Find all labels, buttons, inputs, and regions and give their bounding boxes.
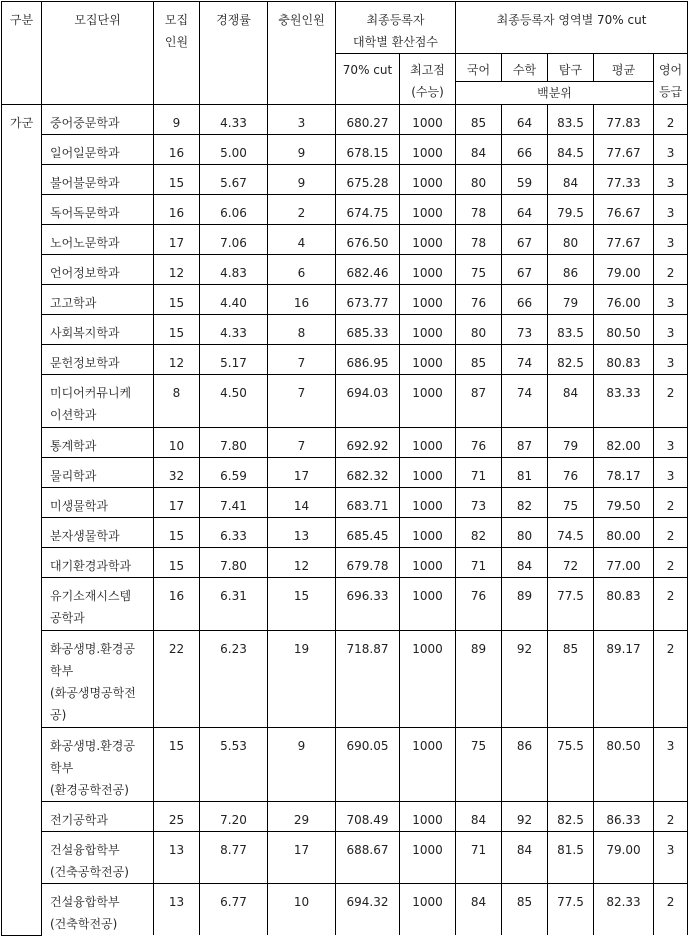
max-cell: 1000 (400, 802, 456, 832)
inquiry-cell: 75.5 (548, 728, 594, 802)
header-percentile: 백분위 (456, 82, 654, 105)
cut70-cell: 682.46 (336, 255, 400, 285)
table-row (2, 225, 688, 255)
table-row (2, 375, 688, 428)
competition-cell: 7.41 (200, 488, 268, 518)
cut70-cell: 686.95 (336, 345, 400, 375)
header-korean: 국어 (456, 54, 502, 82)
average-cell: 80.50 (594, 315, 654, 345)
inquiry-cell: 77.5 (548, 884, 594, 936)
table-row (2, 832, 688, 884)
inquiry-cell: 77.5 (548, 578, 594, 631)
extra-cell: 4 (268, 225, 336, 255)
unit-name: 일어일문학과 (42, 135, 154, 165)
korean-cell: 76 (456, 285, 502, 315)
quota-cell: 15 (154, 285, 200, 315)
english-cell: 2 (654, 255, 688, 285)
math-cell: 86 (502, 728, 548, 802)
math-cell: 67 (502, 225, 548, 255)
average-cell: 80.00 (594, 518, 654, 548)
math-cell: 82 (502, 488, 548, 518)
header-inquiry: 탐구 (548, 54, 594, 82)
inquiry-cell: 81.5 (548, 832, 594, 884)
quota-cell: 10 (154, 428, 200, 458)
table-row (2, 578, 688, 631)
header-category: 구분 (2, 2, 42, 105)
extra-cell: 2 (268, 195, 336, 225)
unit-name: 독어독문학과 (42, 195, 154, 225)
quota-cell: 8 (154, 375, 200, 428)
table-row (2, 345, 688, 375)
cut70-cell: 683.71 (336, 488, 400, 518)
math-cell: 59 (502, 165, 548, 195)
average-cell: 80.83 (594, 578, 654, 631)
english-cell: 3 (654, 165, 688, 195)
cut70-cell: 680.27 (336, 105, 400, 135)
max-cell: 1000 (400, 375, 456, 428)
unit-name: 노어노문학과 (42, 225, 154, 255)
table-row (2, 428, 688, 458)
header-quota: 모집 인원 (154, 2, 200, 105)
table-row (2, 135, 688, 165)
quota-cell: 15 (154, 548, 200, 578)
quota-cell: 15 (154, 165, 200, 195)
competition-cell: 6.33 (200, 518, 268, 548)
cut70-cell: 673.77 (336, 285, 400, 315)
average-cell: 83.33 (594, 375, 654, 428)
extra-cell: 13 (268, 518, 336, 548)
english-cell: 3 (654, 285, 688, 315)
math-cell: 66 (502, 135, 548, 165)
unit-name: 분자생물학과 (42, 518, 154, 548)
unit-name: 불어불문학과 (42, 165, 154, 195)
competition-cell: 4.83 (200, 255, 268, 285)
english-cell: 2 (654, 105, 688, 135)
extra-cell: 29 (268, 802, 336, 832)
extra-cell: 17 (268, 458, 336, 488)
math-cell: 92 (502, 631, 548, 728)
average-cell: 82.33 (594, 884, 654, 936)
average-cell: 76.67 (594, 195, 654, 225)
quota-cell: 15 (154, 518, 200, 548)
table-row (2, 255, 688, 285)
average-cell: 77.67 (594, 225, 654, 255)
table-row (2, 488, 688, 518)
unit-name: 고고학과 (42, 285, 154, 315)
extra-cell: 8 (268, 315, 336, 345)
english-cell: 3 (654, 832, 688, 884)
math-cell: 66 (502, 285, 548, 315)
extra-cell: 9 (268, 728, 336, 802)
table-row (2, 631, 688, 728)
table-body (2, 105, 688, 936)
average-cell: 89.17 (594, 631, 654, 728)
average-cell: 79.00 (594, 832, 654, 884)
quota-cell: 12 (154, 345, 200, 375)
english-cell: 3 (654, 458, 688, 488)
inquiry-cell: 84 (548, 375, 594, 428)
max-cell: 1000 (400, 165, 456, 195)
average-cell: 80.50 (594, 728, 654, 802)
inquiry-cell: 79.5 (548, 195, 594, 225)
korean-cell: 85 (456, 345, 502, 375)
max-cell: 1000 (400, 488, 456, 518)
competition-cell: 5.00 (200, 135, 268, 165)
english-cell: 2 (654, 488, 688, 518)
max-cell: 1000 (400, 315, 456, 345)
extra-cell: 10 (268, 884, 336, 936)
max-cell: 1000 (400, 285, 456, 315)
header-english: 영어 등급 (654, 54, 688, 105)
inquiry-cell: 79 (548, 428, 594, 458)
extra-cell: 12 (268, 548, 336, 578)
math-cell: 81 (502, 458, 548, 488)
max-cell: 1000 (400, 345, 456, 375)
unit-name: 사회복지학과 (42, 315, 154, 345)
header-extra: 충원인원 (268, 2, 336, 105)
inquiry-cell: 82.5 (548, 345, 594, 375)
english-cell: 3 (654, 225, 688, 255)
cut70-cell: 708.49 (336, 802, 400, 832)
english-cell: 2 (654, 802, 688, 832)
extra-cell: 17 (268, 832, 336, 884)
cut70-cell: 692.92 (336, 428, 400, 458)
extra-cell: 19 (268, 631, 336, 728)
math-cell: 85 (502, 884, 548, 936)
unit-name: 대기환경과학과 (42, 548, 154, 578)
quota-cell: 25 (154, 802, 200, 832)
table-row (2, 315, 688, 345)
quota-cell: 15 (154, 728, 200, 802)
table-row (2, 548, 688, 578)
header-competition: 경쟁률 (200, 2, 268, 105)
competition-cell: 6.06 (200, 195, 268, 225)
average-cell: 79.00 (594, 255, 654, 285)
cut70-cell: 690.05 (336, 728, 400, 802)
korean-cell: 87 (456, 375, 502, 428)
english-cell: 3 (654, 135, 688, 165)
inquiry-cell: 85 (548, 631, 594, 728)
unit-name: 화공생명.환경공 학부 (화공생명공학전 공) (42, 631, 154, 728)
korean-cell: 84 (456, 802, 502, 832)
competition-cell: 7.80 (200, 428, 268, 458)
quota-cell: 16 (154, 195, 200, 225)
average-cell: 77.00 (594, 548, 654, 578)
extra-cell: 16 (268, 285, 336, 315)
max-cell: 1000 (400, 105, 456, 135)
extra-cell: 9 (268, 165, 336, 195)
cut70-cell: 682.32 (336, 458, 400, 488)
max-cell: 1000 (400, 225, 456, 255)
max-cell: 1000 (400, 884, 456, 936)
average-cell: 77.83 (594, 105, 654, 135)
inquiry-cell: 84.5 (548, 135, 594, 165)
math-cell: 84 (502, 548, 548, 578)
inquiry-cell: 74.5 (548, 518, 594, 548)
competition-cell: 5.53 (200, 728, 268, 802)
max-cell: 1000 (400, 135, 456, 165)
unit-name: 중어중문학과 (42, 105, 154, 135)
unit-name: 미생물학과 (42, 488, 154, 518)
extra-cell: 14 (268, 488, 336, 518)
korean-cell: 82 (456, 518, 502, 548)
max-cell: 1000 (400, 548, 456, 578)
english-cell: 3 (654, 428, 688, 458)
math-cell: 89 (502, 578, 548, 631)
quota-cell: 13 (154, 832, 200, 884)
header-math: 수학 (502, 54, 548, 82)
group-label: 가군 (2, 105, 42, 936)
cut70-cell: 718.87 (336, 631, 400, 728)
average-cell: 79.50 (594, 488, 654, 518)
cut70-cell: 694.03 (336, 375, 400, 428)
header-max: 최고점 (수능) (400, 54, 456, 105)
max-cell: 1000 (400, 631, 456, 728)
quota-cell: 13 (154, 884, 200, 936)
max-cell: 1000 (400, 518, 456, 548)
cut70-cell: 685.45 (336, 518, 400, 548)
math-cell: 64 (502, 105, 548, 135)
korean-cell: 78 (456, 225, 502, 255)
table-row (2, 105, 688, 135)
table-row (2, 285, 688, 315)
quota-cell: 32 (154, 458, 200, 488)
unit-name: 유기소재시스템 공학과 (42, 578, 154, 631)
table-row (2, 165, 688, 195)
extra-cell: 6 (268, 255, 336, 285)
competition-cell: 7.20 (200, 802, 268, 832)
english-cell: 3 (654, 345, 688, 375)
max-cell: 1000 (400, 728, 456, 802)
cut70-cell: 679.78 (336, 548, 400, 578)
average-cell: 86.33 (594, 802, 654, 832)
inquiry-cell: 83.5 (548, 105, 594, 135)
cut70-cell: 685.33 (336, 315, 400, 345)
unit-name: 통계학과 (42, 428, 154, 458)
unit-name: 미디어커뮤니케 이션학과 (42, 375, 154, 428)
average-cell: 78.17 (594, 458, 654, 488)
math-cell: 84 (502, 832, 548, 884)
table-row (2, 884, 688, 936)
competition-cell: 6.23 (200, 631, 268, 728)
korean-cell: 84 (456, 884, 502, 936)
math-cell: 87 (502, 428, 548, 458)
cut70-cell: 675.28 (336, 165, 400, 195)
cut70-cell: 676.50 (336, 225, 400, 255)
cut70-cell: 688.67 (336, 832, 400, 884)
inquiry-cell: 82.5 (548, 802, 594, 832)
korean-cell: 85 (456, 105, 502, 135)
math-cell: 80 (502, 518, 548, 548)
competition-cell: 6.77 (200, 884, 268, 936)
english-cell: 3 (654, 728, 688, 802)
unit-name: 건설융합학부 (건축학전공) (42, 884, 154, 936)
korean-cell: 71 (456, 458, 502, 488)
korean-cell: 71 (456, 548, 502, 578)
inquiry-cell: 76 (548, 458, 594, 488)
inquiry-cell: 83.5 (548, 315, 594, 345)
max-cell: 1000 (400, 832, 456, 884)
korean-cell: 78 (456, 195, 502, 225)
extra-cell: 3 (268, 105, 336, 135)
header-score-group: 최종등록자 대학별 환산점수 (336, 2, 456, 54)
extra-cell: 7 (268, 428, 336, 458)
unit-name: 언어정보학과 (42, 255, 154, 285)
quota-cell: 9 (154, 105, 200, 135)
quota-cell: 16 (154, 135, 200, 165)
header-row-top (2, 2, 688, 54)
inquiry-cell: 80 (548, 225, 594, 255)
cut70-cell: 696.33 (336, 578, 400, 631)
quota-cell: 17 (154, 488, 200, 518)
korean-cell: 84 (456, 135, 502, 165)
quota-cell: 12 (154, 255, 200, 285)
unit-name: 물리학과 (42, 458, 154, 488)
english-cell: 2 (654, 518, 688, 548)
math-cell: 74 (502, 375, 548, 428)
extra-cell: 9 (268, 135, 336, 165)
quota-cell: 15 (154, 315, 200, 345)
competition-cell: 8.77 (200, 832, 268, 884)
table-row (2, 518, 688, 548)
table-row (2, 195, 688, 225)
extra-cell: 7 (268, 345, 336, 375)
english-cell: 2 (654, 578, 688, 631)
competition-cell: 6.59 (200, 458, 268, 488)
extra-cell: 7 (268, 375, 336, 428)
extra-cell: 15 (268, 578, 336, 631)
korean-cell: 76 (456, 578, 502, 631)
quota-cell: 22 (154, 631, 200, 728)
table-row (2, 458, 688, 488)
unit-name: 문헌정보학과 (42, 345, 154, 375)
competition-cell: 4.50 (200, 375, 268, 428)
math-cell: 74 (502, 345, 548, 375)
math-cell: 67 (502, 255, 548, 285)
average-cell: 77.33 (594, 165, 654, 195)
max-cell: 1000 (400, 255, 456, 285)
inquiry-cell: 79 (548, 285, 594, 315)
competition-cell: 5.67 (200, 165, 268, 195)
competition-cell: 4.40 (200, 285, 268, 315)
average-cell: 77.67 (594, 135, 654, 165)
korean-cell: 76 (456, 428, 502, 458)
competition-cell: 7.80 (200, 548, 268, 578)
competition-cell: 6.31 (200, 578, 268, 631)
math-cell: 64 (502, 195, 548, 225)
cut70-cell: 678.15 (336, 135, 400, 165)
english-cell: 2 (654, 375, 688, 428)
competition-cell: 4.33 (200, 105, 268, 135)
average-cell: 76.00 (594, 285, 654, 315)
inquiry-cell: 84 (548, 165, 594, 195)
max-cell: 1000 (400, 578, 456, 631)
competition-cell: 5.17 (200, 345, 268, 375)
header-area-group: 최종등록자 영역별 70% cut (456, 2, 688, 54)
english-cell: 2 (654, 631, 688, 728)
korean-cell: 80 (456, 315, 502, 345)
header-average: 평균 (594, 54, 654, 82)
competition-cell: 7.06 (200, 225, 268, 255)
table-row (2, 728, 688, 802)
max-cell: 1000 (400, 458, 456, 488)
korean-cell: 71 (456, 832, 502, 884)
max-cell: 1000 (400, 195, 456, 225)
korean-cell: 89 (456, 631, 502, 728)
header-unit: 모집단위 (42, 2, 154, 105)
unit-name: 전기공학과 (42, 802, 154, 832)
cut70-cell: 674.75 (336, 195, 400, 225)
table-row (2, 802, 688, 832)
korean-cell: 80 (456, 165, 502, 195)
english-cell: 2 (654, 884, 688, 936)
english-cell: 3 (654, 195, 688, 225)
max-cell: 1000 (400, 428, 456, 458)
unit-name: 건설융합학부 (건축공학전공) (42, 832, 154, 884)
math-cell: 73 (502, 315, 548, 345)
quota-cell: 16 (154, 578, 200, 631)
average-cell: 82.00 (594, 428, 654, 458)
english-cell: 3 (654, 315, 688, 345)
korean-cell: 75 (456, 255, 502, 285)
english-cell: 2 (654, 548, 688, 578)
header-cut70: 70% cut (336, 54, 400, 105)
quota-cell: 17 (154, 225, 200, 255)
korean-cell: 75 (456, 728, 502, 802)
korean-cell: 73 (456, 488, 502, 518)
inquiry-cell: 86 (548, 255, 594, 285)
average-cell: 80.83 (594, 345, 654, 375)
admission-results-table (1, 1, 688, 936)
cut70-cell: 694.32 (336, 884, 400, 936)
inquiry-cell: 72 (548, 548, 594, 578)
math-cell: 92 (502, 802, 548, 832)
inquiry-cell: 75 (548, 488, 594, 518)
competition-cell: 4.33 (200, 315, 268, 345)
unit-name: 화공생명.환경공 학부 (환경공학전공) (42, 728, 154, 802)
